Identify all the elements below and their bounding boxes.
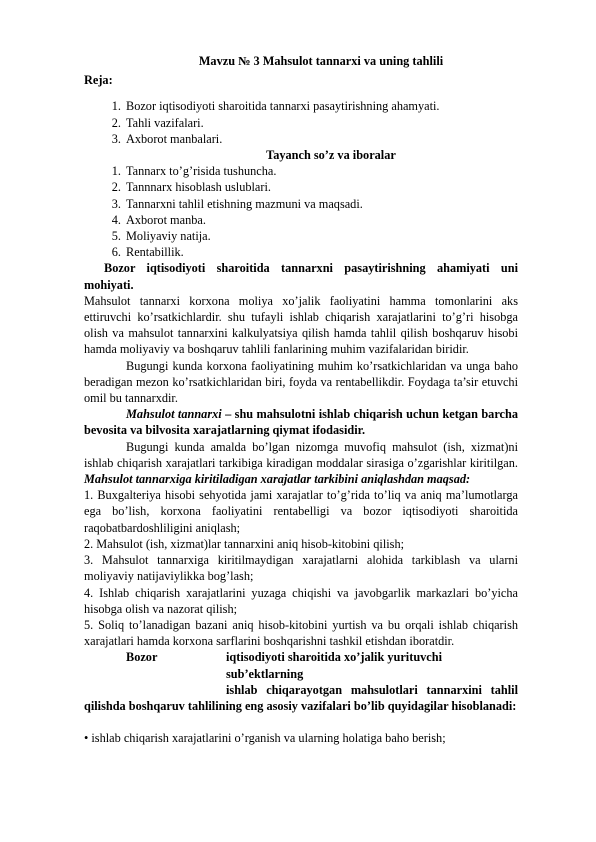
plan-item: 1. Bozor iqtisodiyoti sharoitida tannarxi pasaytirishning ahamyati. [124,98,518,114]
keyword-item: 5. Moliyaviy natija. [124,228,518,244]
section-heading: Bozor iqtisodiyoti sharoitida tannarxni pasaytirishning ahamiyati uni mohiyati. [84,261,518,292]
bozor-heading-row [84,649,518,681]
goal-item: 5. Soliq to’lanadigan bazani aniq hisob-kitobini yurtish va bu orqali ishlab chiqarish xarajatlari hamda korxona sarflarini boshqarishni tashkil etishdan iboratdir. [84,617,518,649]
plan-list [84,98,518,147]
keyword-item: 1. Tannarx to’g’risida tushuncha. [124,163,518,179]
bozor-lead-word: Bozor [126,650,158,665]
keyword-item: 3. Tannarxni tahlil etishning mazmuni va maqsadi. [124,196,518,212]
bozor-heading-line1: iqtisodiyoti sharoitida xo’jalik yurituvchi sub’ektlarning [226,650,443,681]
keywords-heading: Tayanch so’z va iboralar [266,148,396,163]
document-title: Mavzu № 3 Mahsulot tannarxi va uning tahlili [198,54,444,68]
paragraph-tannarx-meaning [84,406,518,438]
goal-item: 3. Mahsulot tannarxiga kiritilmaydigan xarajatlarni alohida tarkiblash va ularni moliyaviy natijaviylikka bog’lash; [84,553,518,584]
spacer [84,714,518,730]
goal-item: 2. Mahsulot (ish, xizmat)lar tannarxini aniq hisob-kitobini qilish; [84,536,405,551]
paragraph-nizom [84,439,518,488]
goal-item: 4. Ishlab chiqarish xarajatlarini yuzaga chiqishi va javobgarlik markazlari bo’yicha hisobga olish va nazorat qilish; [84,585,518,616]
keyword-item: 6. Rentabillik. [124,244,518,260]
bozor-heading-line2: ishlab chiqarayotgan mahsulotlari tannarxini tahlil qilishda boshqaruv tahlilining eng asosiy vazifalari bo’lib quyidagilar hisoblanadi: [84,682,518,713]
keyword-item: 2. Tannnarx hisoblash uslublari. [124,179,518,195]
bullet-text: ishlab chiqarish xarajatlarini o’rganish va ularning holatiga baho berish; [88,731,446,746]
term-definition: – shu mahsulotni ishlab chiqarish uchun ketgan barcha bevosita va bilvosita xarajatlarning qiymat ifodasidir. [84,407,518,438]
plan-item: 3. Axborot manbalari. [124,131,518,147]
keywords-list [84,163,518,260]
goal-item: 1. Buxgalteriya hisobi sehyotida jami xarajatlar to’g’rida to’liq va aniq ma’lumotlarga ega bo’lish, korxona faoliyatini rentabelligi va bozor iqtisodiyoti sharoitida raqobatbardoshliligini aniqlash; [84,488,518,535]
keyword-item: 4. Axborot manba. [124,212,518,228]
term-mahsulot-tannarxi: Mahsulot tannarxi [126,407,222,422]
bullet-icon: • [84,731,89,746]
goal-heading: Mahsulot tannarxiga kiritiladigan xarajatlar tarkibini aniqlashdan maqsad: [84,472,471,487]
paragraph-tannarx-definition: Mahsulot tannarxi korxona moliya xo’jalik faoliyatini hamma tomonlarini aks ettiruvchi ko’rsatkichlardir. shu tufayli ishlab chiqarish xarajatlarini to’g’ri hisobga olish va mahsulot tannarxini kalkulyatsiya qilish hamda tahlil qilish boshqaruv hisobi hamda moliyaviy va boshqaruv tahlili fanlarining muhim vazifalaridan biridir. [84,293,518,357]
bullet-item [84,730,518,746]
plan-label: Reja: [84,73,113,88]
nizom-text: Bugungi kunda amalda bo’lgan nizomga muvofiq mahsulot (ish, xizmat)ni ishlab chiqarish xarajatlari tarkibiga kiradigan moddalar sirasiga o’zgarishlar kiritilgan. [84,439,518,470]
paragraph-foyda: Bugungi kunda korxona faoliyatining muhim ko’rsatkichlaridan va unga baho beradigan mezon ko’rsatkichlaridan biri, foyda va rentabellikdir. Foydaga ta’sir etuvchi omil bu tannarxdir. [84,358,518,406]
plan-item: 2. Tahli vazifalari. [124,115,518,131]
